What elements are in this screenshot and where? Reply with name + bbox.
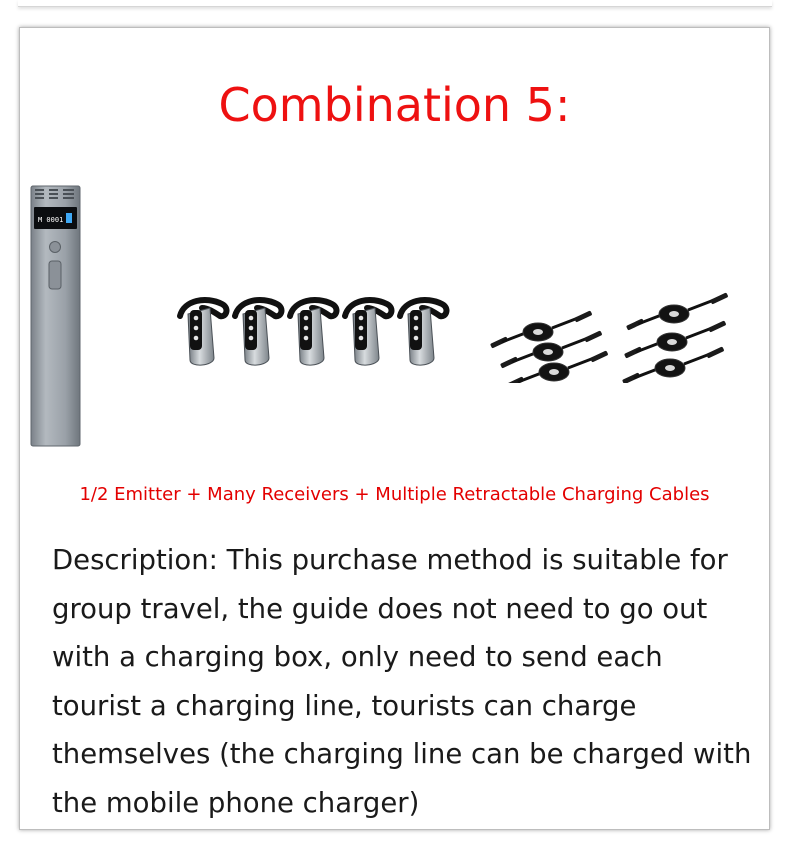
- combination-caption: 1/2 Emitter + Many Receivers + Multiple Retractable Charging Cables: [79, 484, 710, 505]
- retractable-cable-icon: [626, 292, 728, 330]
- top-strip: [18, 0, 772, 7]
- product-card: [19, 27, 770, 830]
- earpiece-receiver-icon: [180, 300, 226, 365]
- earpiece-receiver-icon: [290, 300, 336, 365]
- receivers-group: [176, 290, 454, 370]
- earpiece-receiver-icon: [345, 300, 391, 365]
- description-text: Description: This purchase method is suitable for group travel, the guide does not need to go out with a charging box, only need to send each tourist a charging line, tourists can charge themselves (the charging line can be charged with the mobile phone charger): [52, 544, 752, 819]
- earpiece-receiver-icon: [235, 300, 281, 365]
- cables-group: [486, 268, 734, 383]
- emitter-device-icon: [30, 185, 81, 447]
- emitter-screen-text: M 0001: [38, 216, 64, 224]
- earpiece-receiver-icon: [400, 300, 446, 365]
- page-title: Combination 5:: [218, 78, 571, 132]
